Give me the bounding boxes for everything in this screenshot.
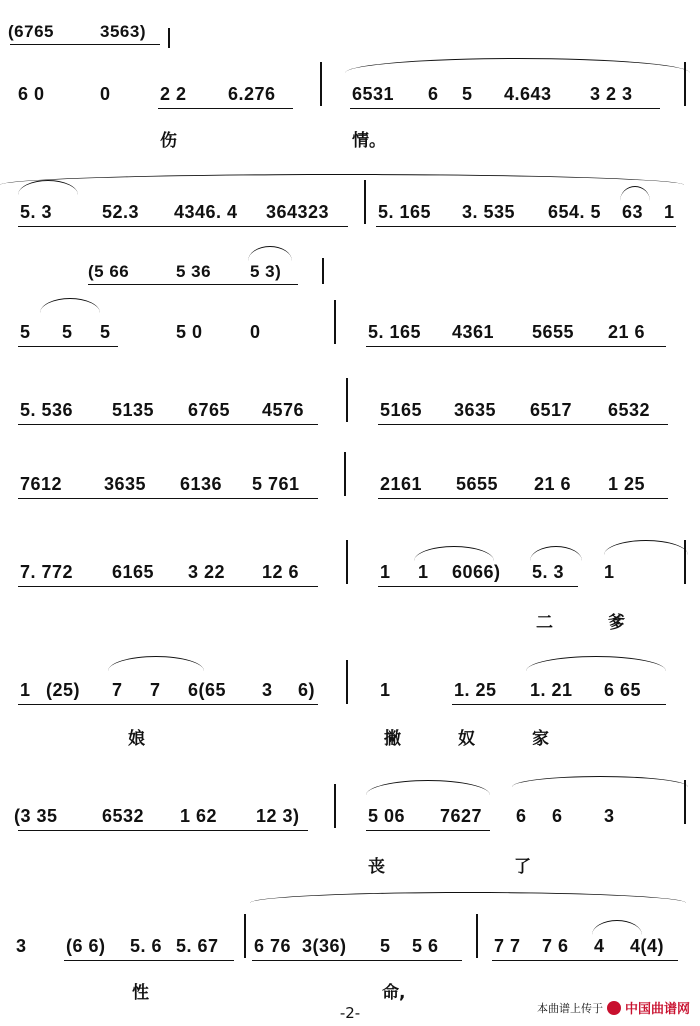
lyric: 爹 [608,613,625,633]
note-group: 5 [62,322,73,342]
note-group: 1. 25 [454,680,497,700]
lyric: 性 [132,983,149,1003]
prelude-note-group: 3563) [100,22,146,41]
note-group: 6 0 [18,84,45,104]
note-group: 5655 [532,322,575,342]
note-group: 12 3) [256,806,300,826]
barline [684,780,686,824]
note-group: 2161 [380,474,423,494]
barline [346,540,348,584]
note-group: 4 [594,936,605,956]
note-group: 6 [428,84,439,104]
note-group: 1 [664,202,675,222]
note-group: 6.276 [228,84,276,104]
lyric: 了 [514,857,531,877]
underline [366,346,666,347]
underline [350,108,660,109]
barline [320,62,322,106]
note-group: 5 761 [252,474,300,494]
note-group: 3635 [454,400,497,420]
underline [18,226,348,227]
note-group: 6531 [352,84,395,104]
note-group: 5. 6 [130,936,163,956]
slur-arc [345,58,690,73]
note-group: 5 [462,84,473,104]
slur-arc [248,246,292,261]
note-group: 5. 3 [20,202,53,222]
slur-arc [40,298,100,313]
underline [10,44,160,45]
note-group: 7612 [20,474,63,494]
lyric: 娘 [128,729,145,749]
note-group: 5 [20,322,31,342]
note-group: (3 35 [14,806,58,826]
note-group: 5. 165 [378,202,432,222]
slur-arc [526,656,666,671]
note-group: (6 6) [66,936,106,956]
barline [684,62,686,106]
note-group: 6 [516,806,527,826]
note-group: 1 25 [608,474,646,494]
note-group: 5165 [380,400,423,420]
note-group: 4(4) [630,936,665,956]
underline [18,424,318,425]
prelude-note-group: 5 36 [176,262,212,281]
lyric: 奴 [458,729,475,749]
note-group: 3(36) [302,936,347,956]
note-group: 6) [298,680,316,700]
barline [346,660,348,704]
note-group: 6532 [608,400,651,420]
note-group: 4346. 4 [174,202,238,222]
note-group: 7 7 [494,936,521,956]
lyric: 命, [382,983,406,1003]
note-group: 5 [380,936,391,956]
note-group: 6517 [530,400,573,420]
lyric: 二 [536,613,553,633]
barline [334,784,336,828]
slur-arc [414,546,494,561]
note-group: 1. 21 [530,680,573,700]
note-group: 7627 [440,806,483,826]
note-group: 1 [20,680,31,700]
watermark-text: 本曲谱上传于 [536,1001,603,1015]
underline [378,424,668,425]
prelude-note-group: 5 3) [250,262,282,281]
underline [18,704,318,705]
note-group: 7 [150,680,161,700]
note-group: 5655 [456,474,499,494]
note-group: 3 22 [188,562,226,582]
note-group: 21 6 [534,474,572,494]
barline [476,914,478,958]
slur-arc [108,656,204,671]
note-group: 1 [604,562,615,582]
barline [244,914,246,958]
prelude-note-group: (5 66 [88,262,130,281]
note-group: 5135 [112,400,155,420]
underline [376,226,676,227]
underline [88,284,298,285]
note-group: 5. 165 [368,322,422,342]
slur-arc [250,892,686,903]
underline [18,586,318,587]
underline [18,830,308,831]
note-group: 6136 [180,474,223,494]
slur-arc [530,546,582,561]
note-group: 3 2 3 [590,84,633,104]
note-group: 6066) [452,562,501,582]
note-group: 4576 [262,400,305,420]
note-group: 3635 [104,474,147,494]
note-group: 0 [100,84,111,104]
note-group: 3 [16,936,27,956]
note-group: 5 0 [176,322,203,342]
underline [378,498,668,499]
barline [168,28,170,48]
note-group: 3 [604,806,615,826]
barline [322,258,324,284]
barline [346,378,348,422]
note-group: 5. 3 [532,562,565,582]
underline [64,960,234,961]
note-group: 1 [418,562,429,582]
note-group: 364323 [266,202,330,222]
note-group: 6532 [102,806,145,826]
note-group: 63 [622,202,644,222]
note-group: 1 62 [180,806,218,826]
site-logo-icon [607,1001,621,1015]
note-group: 0 [250,322,261,342]
note-group: 4361 [452,322,495,342]
underline [378,586,578,587]
note-group: 1 [380,562,391,582]
note-group: 5 [100,322,111,342]
note-group: 3. 535 [462,202,516,222]
lyric: 丧 [368,857,385,877]
note-group: 6765 [188,400,231,420]
note-group: 6 76 [254,936,292,956]
underline [18,498,318,499]
note-group: (25) [46,680,81,700]
prelude-note-group: (6765 [8,22,54,41]
note-group: 4.643 [504,84,552,104]
watermark-brand: 中国曲谱网 [624,1002,690,1017]
underline [366,830,490,831]
note-group: 6165 [112,562,155,582]
note-group: 1 [380,680,391,700]
barline [684,540,686,584]
lyric: 伤 [160,131,177,151]
note-group: 7 6 [542,936,569,956]
page-number: -2- [339,1004,361,1022]
site-watermark [537,998,690,1017]
slur-arc [0,174,684,185]
note-group: 5. 536 [20,400,74,420]
note-group: 21 6 [608,322,646,342]
note-group: 2 2 [160,84,187,104]
slur-arc [620,186,650,201]
underline [452,704,666,705]
lyric: 撇 [384,729,401,749]
note-group: 3 [262,680,273,700]
note-group: 6 65 [604,680,642,700]
slur-arc [512,776,688,787]
underline [252,960,462,961]
underline [158,108,293,109]
barline [334,300,336,344]
note-group: 52.3 [102,202,140,222]
lyric: 家 [532,729,549,749]
note-group: 6(65 [188,680,227,700]
note-group: 5 6 [412,936,439,956]
note-group: 12 6 [262,562,300,582]
barline [364,180,366,224]
slur-arc [592,920,642,935]
note-group: 7 [112,680,123,700]
note-group: 6 [552,806,563,826]
underline [492,960,678,961]
underline [18,346,118,347]
barline [344,452,346,496]
note-group: 654. 5 [548,202,602,222]
note-group: 7. 772 [20,562,74,582]
lyric: 情。 [352,131,386,151]
note-group: 5. 67 [176,936,219,956]
note-group: 5 06 [368,806,406,826]
slur-arc [604,540,688,555]
slur-arc [366,780,490,795]
